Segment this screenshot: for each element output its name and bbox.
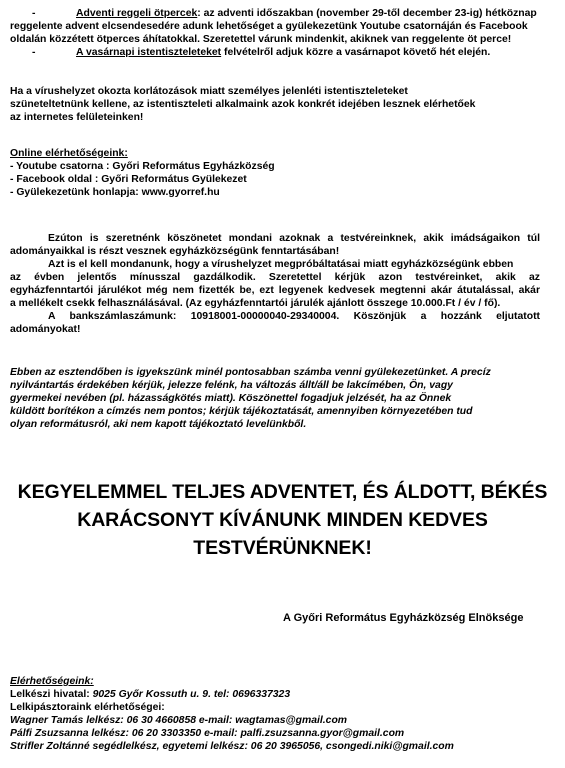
office-label: Lelkészi hivatal: <box>10 689 90 700</box>
census-line: küldött borítékon a címzés nem pontos; kérjük tájékoztatását, amennyiben környezetében tud <box>10 406 473 417</box>
census-line: nyilvántartás érdekében kérjük, jelezze felénk, ha változás állt/áll be lakcímében, Ön, vagy <box>10 380 453 391</box>
online-heading: Online elérhetőségeink: <box>10 148 128 159</box>
contacts-heading: Elérhetőségeink: <box>10 676 94 687</box>
advent-title: Adventi reggeli ötpercek <box>76 8 198 19</box>
virus-line: szüneteltetnünk kellene, az istentiszteleti alkalmaink azok konkrét idejében lesznek elérhetőek <box>10 99 476 110</box>
sunday-line <box>10 46 558 59</box>
greeting <box>0 480 565 561</box>
pastor-contact: Wagner Tamás lelkész: 06 30 4660858 e-mail: wagtamas@gmail.com <box>10 715 348 726</box>
census-line: Ebben az esztendőben is igyekszünk minél pontosabban számba venni gyülekezetünket. A precíz <box>10 367 491 378</box>
advent-line-3: oldalán közzétett ötperces áhítatokkal. Szeretettel várunk mindenkit, akiknek van reggelente öt perce! <box>10 34 512 45</box>
office-line <box>10 688 558 701</box>
virus-line: Ha a vírushelyzet okozta korlátozások miatt személyes jelenléti istentiszteleteket <box>10 86 408 97</box>
thanks-line: az évben jelentős mínusszal gazdálkodik. Szeretettel kérjük azon testvéreinket, akik az <box>10 272 540 283</box>
thanks-line: a mellékelt csekk felhasználásával. (Az egyházfenntartói járulék ajánlott összege 10.000.Ft / év / fő). <box>10 298 501 309</box>
thanks-line: egyházfenntartói járulékot még nem fizették be, ezt legyenek kedvesek megtenni akár átutalással, akár <box>10 285 540 296</box>
greeting-line: TESTVÉRÜNKNEK! <box>193 537 372 559</box>
sunday-title: A vasárnapi istentiszteleteket <box>76 47 222 58</box>
advent-section <box>10 7 558 59</box>
pastors-label: Lelkipásztoraink elérhetőségei: <box>10 702 165 713</box>
contacts-section <box>10 675 558 753</box>
thanks-line: adományokat! <box>10 324 81 335</box>
virus-notice <box>10 85 558 124</box>
advent-line-1 <box>10 7 558 20</box>
online-section <box>10 147 558 199</box>
virus-line: az internetes felületeinken! <box>10 112 144 123</box>
census-line: gyermekei nevében (pl. házasságkötés miatt). Köszönettel fogadjuk jelzését, ha az Önnek <box>10 393 452 404</box>
thanks-section <box>10 232 540 336</box>
online-item-facebook: - Facebook oldal : Győri Református Gyülekezet <box>10 174 247 185</box>
thanks-line: A bankszámlaszámunk: 10918001-00000040-29340004. Köszönjük a hozzánk eljutatott <box>48 311 540 322</box>
office-value: 9025 Győr Kossuth u. 9. tel: 0696337323 <box>89 689 291 700</box>
advent-line-1-rest: : az adventi időszakban (november 29-től december 23-ig) hétköznap <box>197 8 537 19</box>
online-item-website: - Gyülekezetünk honlapja: www.gyorref.hu <box>10 187 220 198</box>
bullet-dash: - <box>32 8 36 19</box>
signature: A Győri Református Egyházközség Elnöksége <box>283 612 524 624</box>
bullet-dash: - <box>32 47 36 58</box>
pastor-contact: Pálfi Zsuzsanna lelkész: 06 20 3303350 e-mail: palfi.zsuzsanna.gyor@gmail.com <box>10 728 405 739</box>
sunday-rest: felvételről adjuk közre a vasárnapot követő hét elején. <box>221 47 491 58</box>
advent-line-2: reggelente advent elcsendesedére adunk lehetőséget a gyülekezetünk Youtube csatornáján és Facebook <box>10 21 528 32</box>
thanks-line: Ezúton is szeretnénk köszönetet mondani azoknak a testvéreinknek, akik imádságaikon túl <box>48 233 540 244</box>
census-line: olyan reformátusról, aki nem kapott tájékoztató levelünkből. <box>10 419 307 430</box>
online-item-youtube: - Youtube csatorna : Győri Református Egyházközség <box>10 161 275 172</box>
greeting-line: KEGYELEMMEL TELJES ADVENTET, ÉS ÁLDOTT, BÉKÉS <box>17 481 548 503</box>
census-section <box>10 366 558 431</box>
thanks-line: adományaikkal is részt vesznek egyházközségünk fenntartásában! <box>10 246 340 257</box>
greeting-line: KARÁCSONYT KÍVÁNUNK MINDEN KEDVES <box>77 509 488 531</box>
pastor-contact: Strifler Zoltánné segédlelkész, egyetemi lelkész: 06 20 3965056, csongedi.niki@gmail.com <box>10 741 454 752</box>
thanks-line: Azt is el kell mondanunk, hogy a vírushelyzet megpróbáltatásai miatt egyházközségünk ebben <box>48 259 514 270</box>
